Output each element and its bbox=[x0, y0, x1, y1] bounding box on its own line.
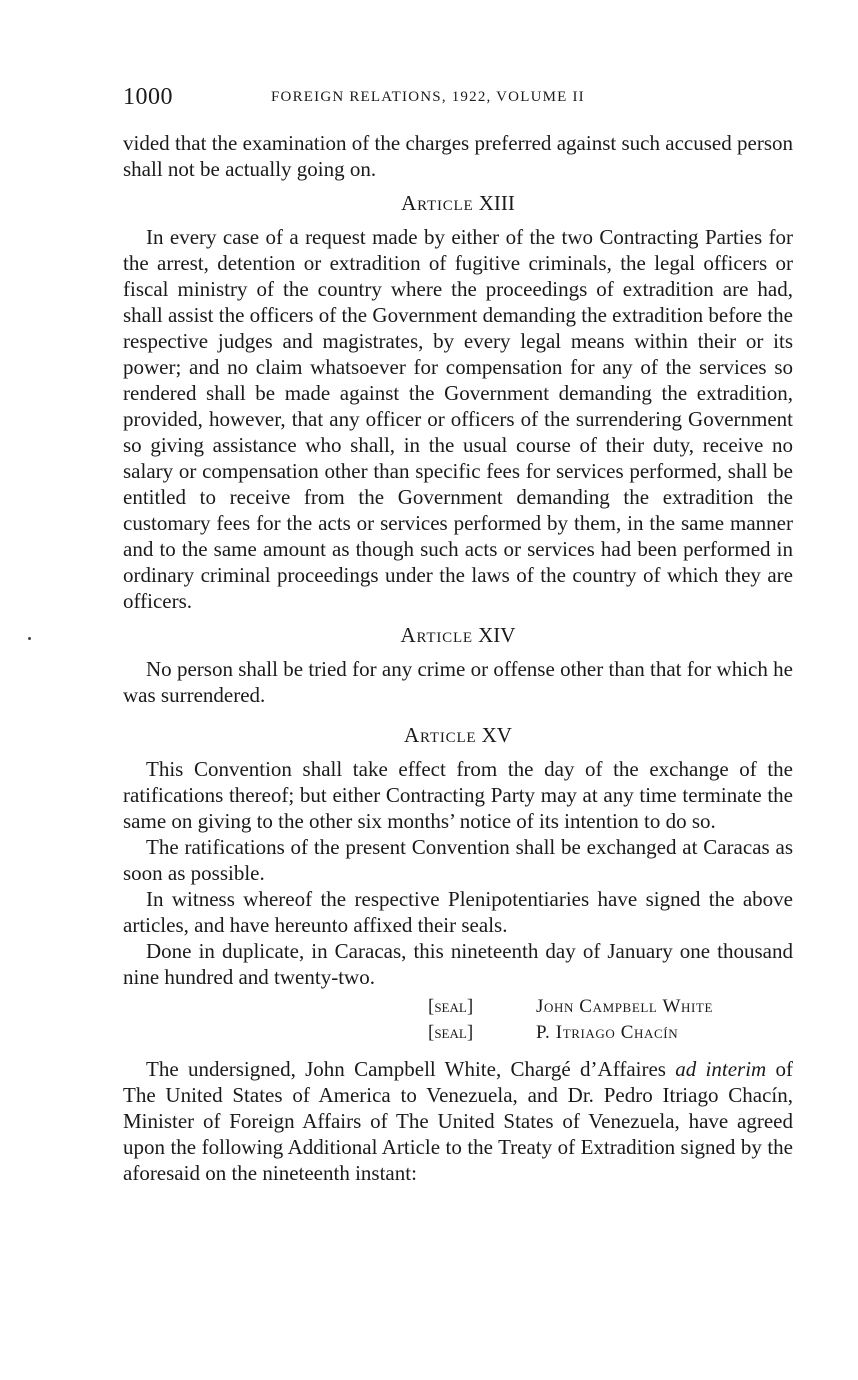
article-number: XIV bbox=[478, 623, 516, 647]
margin-speck bbox=[28, 637, 31, 640]
article-13-heading bbox=[123, 190, 793, 216]
preamble-text-end: of The United States of America to Venezuela, and Dr. Pedro Itriago Chacín, Minister of Foreign Affairs of The United States of Venezuela, have agreed upon the following Additional Article to the Treaty of Extradition signed by the aforesaid on the nineteenth instant: bbox=[123, 1057, 793, 1185]
article-15-paragraph: In witness whereof the respective Plenipotentiaries have signed the above articles, and have hereunto affixed their seals. bbox=[123, 887, 793, 937]
continuation-paragraph: vided that the examination of the charges preferred against such accused person shall not be actually going on. bbox=[123, 131, 793, 181]
running-head bbox=[123, 84, 793, 116]
preamble-text-start: The undersigned, John Campbell White, Chargé d’Affaires bbox=[146, 1057, 676, 1081]
signatory-name: P. Itriago Chacín bbox=[536, 1022, 679, 1043]
article-14-text: No person shall be tried for any crime or offense other than that for which he was surrendered. bbox=[123, 657, 793, 707]
article-15-heading bbox=[123, 722, 793, 748]
additional-article-preamble bbox=[123, 1056, 793, 1186]
seal-mark: [seal] bbox=[428, 1022, 474, 1043]
article-14-heading bbox=[123, 622, 793, 648]
seal-mark: [seal] bbox=[428, 996, 474, 1017]
article-number: XV bbox=[481, 723, 512, 747]
signature-block bbox=[428, 994, 793, 1046]
signature-row bbox=[428, 1020, 793, 1046]
preamble-italic: ad interim bbox=[675, 1057, 767, 1081]
article-word: Article bbox=[404, 723, 477, 747]
page-number: 1000 bbox=[123, 84, 173, 110]
signature-row bbox=[428, 994, 793, 1020]
article-word: Article bbox=[401, 191, 474, 215]
article-word: Article bbox=[400, 623, 473, 647]
signatory-name: John Campbell White bbox=[536, 996, 713, 1017]
article-15-paragraph: Done in duplicate, in Caracas, this nineteenth day of January one thousand nine hundred and twenty-two. bbox=[123, 939, 793, 989]
article-15-paragraph: This Convention shall take effect from the day of the exchange of the ratifications thereof; but either Contracting Party may at any time terminate the same on giving to the other six months’ notice of its intention to do so. bbox=[123, 757, 793, 833]
document-page bbox=[123, 84, 793, 1186]
running-title: FOREIGN RELATIONS, 1922, VOLUME II bbox=[271, 89, 585, 105]
article-13-text: In every case of a request made by either of the two Contracting Parties for the arrest, detention or extradition of fugitive criminals, the legal officers or fiscal ministry of the country where the proceedings of extradition are had, shall assist the officers of the Government demanding the extradition before the respective judges and magistrates, by every legal means within their or its power; and no claim whatsoever for compensation for any of the services so rendered shall be made against the Government demanding the extradition, provided, however, that any officer or officers of the surrendering Government so giving assistance who shall, in the usual course of their duty, receive no salary or compensation other than specific fees for services performed, shall be entitled to receive from the Government demanding the extradition the customary fees for the acts or services performed by them, in the same manner and to the same amount as though such acts or services had been performed in ordinary criminal proceedings under the laws of the country of which they are officers. bbox=[123, 225, 793, 613]
article-15-paragraph: The ratifications of the present Convention shall be exchanged at Caracas as soon as possible. bbox=[123, 835, 793, 885]
article-number: XIII bbox=[478, 191, 515, 215]
